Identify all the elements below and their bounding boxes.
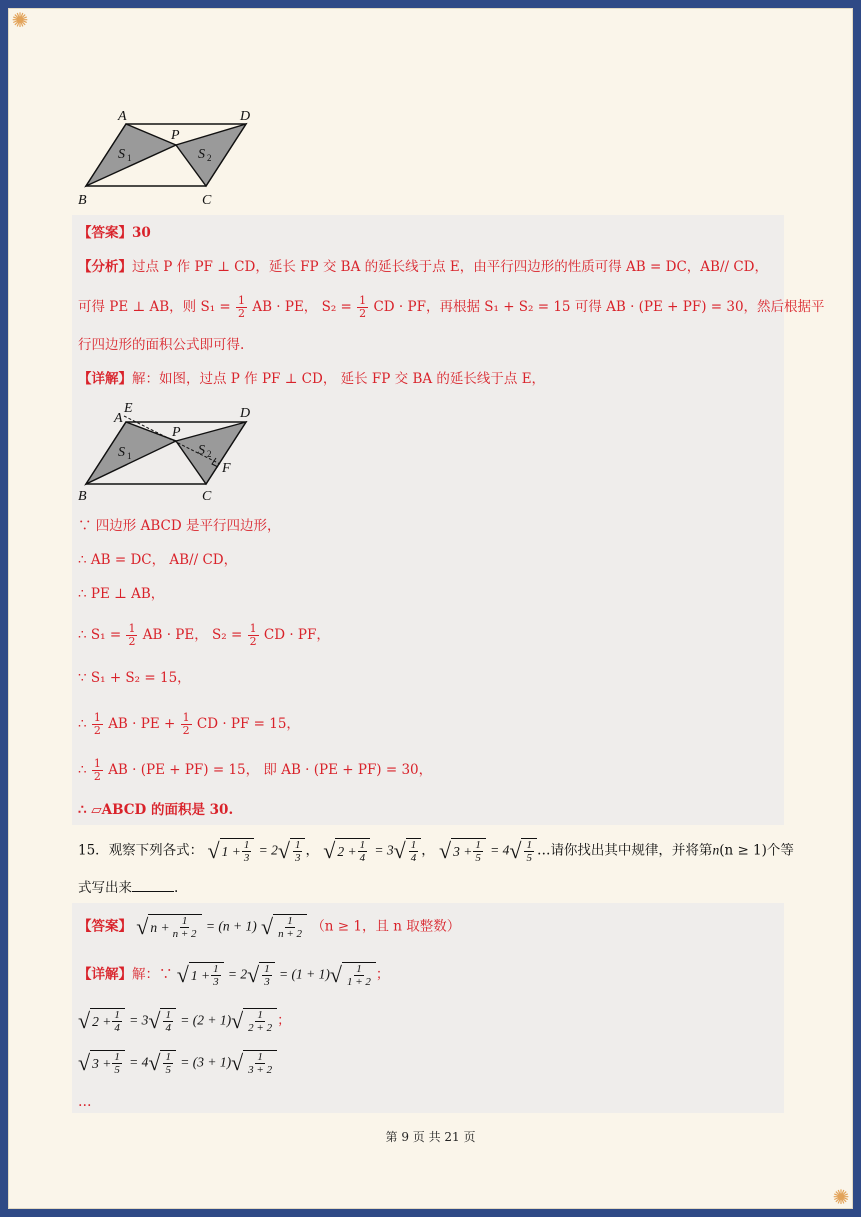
q14-step-1: ∵ 四边形 ABCD 是平行四边形， [78,518,281,534]
q15-question-line-2: 式写出来 . [78,880,179,896]
label-C: C [202,489,212,504]
label-F: F [222,461,231,476]
corner-ornament-icon: ✺ [832,1185,850,1209]
label-A: A [114,411,123,426]
label-P: P [171,128,180,143]
q15-formula-1: √ 1 + $\frac{1}{3}$ [207,838,254,864]
q15-detail-line-1: 【详解】解：∵ √ 1 + $\frac{1}{3}$ = 2 √ $\frac{1}{3}$ = (1 + 1) √ $\frac{1}{1 + 2}$ ； [78,962,390,988]
q14-step-2: ∴ AB = DC， AB// CD， [78,552,238,568]
label-S1: S [118,445,125,460]
q15-ellipsis: … [78,1094,92,1110]
label-S1: S [118,147,125,162]
label-B: B [78,489,87,504]
q14-step-6: ∴ $\frac{1}{2}$ AB · PE + $\frac{1}{2}$ CD · PF = 15， [78,711,300,737]
parallelogram-figure-1 [70,102,270,212]
q14-step-7: ∴ $\frac{1}{2}$ AB · (PE + PF) = 15， 即 AB · (PE + PF) = 30， [78,757,433,783]
label-A: A [118,109,127,124]
label-C: C [202,193,212,208]
label-P: P [172,425,181,440]
label-S2: S [198,443,205,458]
q14-step-4: ∴ S₁ = $\frac{1}{2}$ AB · PE， S₂ = $\frac{1}{2}$ CD · PF， [78,622,330,648]
q14-answer: 【答案】30 [78,225,151,241]
q15-detail-line-3: √ 3 + $\frac{1}{5}$ = 4 √ $\frac{1}{5}$ = (3 + 1) √ $\frac{1}{3 + 2}$ [78,1050,277,1076]
label-D: D [240,406,251,421]
label-S2-sub: 2 [207,449,212,459]
q14-step-3: ∴ PE ⊥ AB， [78,586,165,602]
q15-answer: 【答案】 √ n + $\frac{1}{n + 2}$ = (n + 1) √ $\frac{1}{n + 2}$ （n ≥ 1，且 n 取整数） [78,914,461,940]
label-S2-sub: 2 [207,153,212,163]
q14-step-8: ∴ ▱ABCD 的面积是 30. [78,802,234,818]
q15-detail-line-2: √ 2 + $\frac{1}{4}$ = 3 √ $\frac{1}{4}$ = (2 + 1) √ $\frac{1}{2 + 2}$ ； [78,1008,291,1034]
q15-formula-3: √ 3 + $\frac{1}{5}$ [439,838,486,864]
label-S1-sub: 1 [127,153,132,163]
q15-question-line-1: 15．观察下列各式： √ 1 + $\frac{1}{3}$ = 2 √ $\frac{1}{3}$ ， √ 2 + $\frac{1}{4}$ = 3 √ $\frac{1}{4}$ ， √ 3 + $\frac{1}{5}$ = 4 √ $\frac{1}{5}$ …请你找出其中规律，并将第n(n ≥ 1)个等 [78,838,794,864]
q14-analysis-line-3: 行四边形的面积公式即可得. [78,337,245,353]
label-E: E [124,401,133,416]
q14-analysis-line-1: 【分析】过点 P 作 PF ⊥ CD，延长 FP 交 BA 的延长线于点 E，由平行四边形的性质可得 AB = DC，AB// CD， [78,259,768,275]
page-footer: 第 9 页 共 21 页 [385,1130,476,1144]
label-S2: S [198,147,205,162]
parallelogram-figure-2 [70,398,270,508]
q14-step-5: ∵ S₁ + S₂ = 15， [78,670,191,686]
q14-detail-line-1: 【详解】解：如图，过点 P 作 PF ⊥ CD， 延长 FP 交 BA 的延长线于点 E， [78,371,546,387]
q14-analysis-line-2: 可得 PE ⊥ AB，则 S₁ = $\frac{1}{2}$ AB · PE， S₂ = $\frac{1}{2}$ CD · PF，再根据 S₁ + S₂ = 15 可得 AB · (PE + PF) = 30，然后根据平 [78,294,825,320]
label-D: D [240,109,251,124]
answer-blank [132,878,174,892]
label-S1-sub: 1 [127,451,132,461]
label-B: B [78,193,87,208]
corner-ornament-icon: ✺ [11,8,29,32]
q15-formula-2: √ 2 + $\frac{1}{4}$ [323,838,370,864]
